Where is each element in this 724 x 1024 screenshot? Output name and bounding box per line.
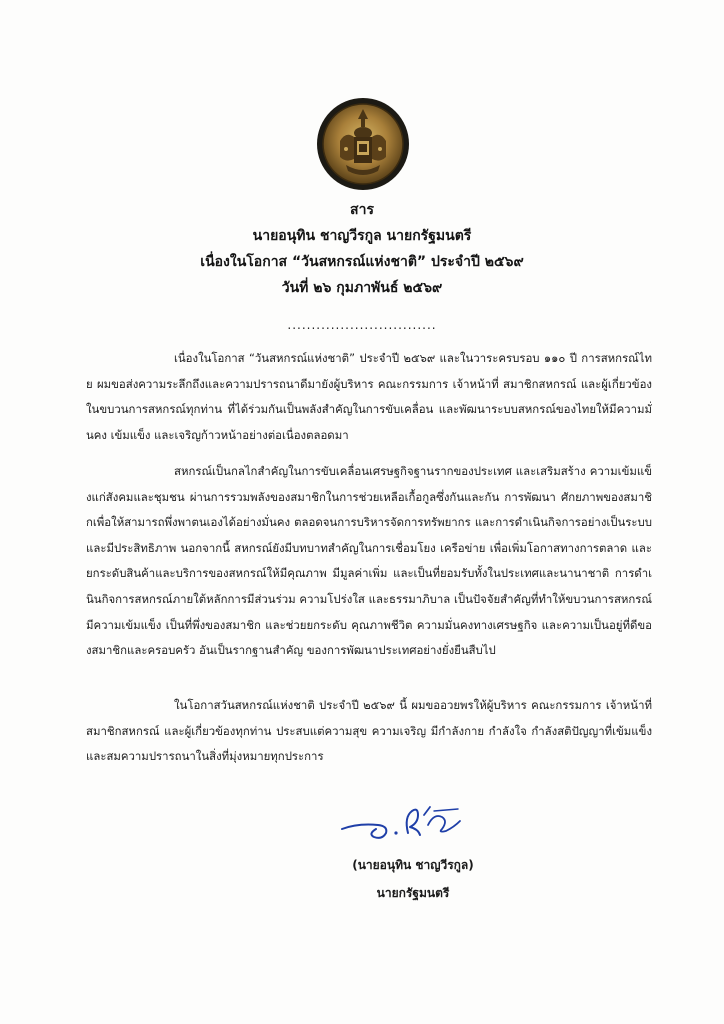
divider: ............................... — [287, 318, 437, 332]
paragraph-2: สหกรณ์เป็นกลไกสำคัญในการขับเคลื่อนเศรษฐกิจฐานรากของประเทศ และเสริมสร้าง ความเข้มแข็งแก่สังคมและชุมชน ผ่านการรวมพลังของสมาชิกในการช่วยเหลือเกื้อกูลซึ่งกันและกัน การพัฒนา ศักยภาพของสมาชิกเพื่อให้สามารถพึ่งพาตนเองได้อย่างมั่นคง ตลอดจนการบริหารจัดการทรัพยากร และการดำเนินกิจการอย่างเป็นระบบและมีประสิทธิภาพ นอกจากนี้ สหกรณ์ยังมีบทบาทสำคัญในการเชื่อมโยง เครือข่าย เพื่อเพิ่มโอกาสทางการตลาด และยกระดับสินค้าและบริการของสหกรณ์ให้มีคุณภาพ มีมูลค่าเพิ่ม และเป็นที่ยอมรับทั้งในประเทศและนานาชาติ การดำเนินกิจการสหกรณ์ภายใต้หลักการมีส่วนร่วม ความโปร่งใส และธรรมาภิบาล เป็นปัจจัยสำคัญที่ทำให้ขบวนการสหกรณ์มีความเข้มแข็ง เป็นที่พึ่งของสมาชิก และช่วยยกระดับ คุณภาพชีวิต ความมั่นคงทางเศรษฐกิจ และความเป็นอยู่ที่ดีของสมาชิกและครอบครัว อันเป็นรากฐานสำคัญ ของการพัฒนาประเทศอย่างยั่งยืนสืบไป — [86, 464, 652, 658]
handwritten-signature — [338, 803, 488, 849]
occasion-line: เนื่องในโอกาส “วันสหกรณ์แห่งชาติ” ประจำปี ๒๕๖๙ — [200, 254, 524, 270]
paragraph-3: ในโอกาสวันสหกรณ์แห่งชาติ ประจำปี ๒๕๖๙ นี้ ผมขออวยพรให้ผู้บริหาร คณะกรรมการ เจ้าหน้าที่ สมาชิกสหกรณ์ และผู้เกี่ยวข้องทุกท่าน ประสบแต่ความสุข ความเจริญ มีกำลังกาย กำลังใจ กำลังสติปัญญาที่เข้มแข็ง และสมความปรารถนาในสิ่งที่มุ่งหมายทุกประการ — [86, 698, 652, 764]
date-line: วันที่ ๒๖ กุมภาพันธ์ ๒๕๖๙ — [281, 280, 443, 296]
royal-seal-icon — [316, 97, 410, 191]
paragraph-1: เนื่องในโอกาส “วันสหกรณ์แห่งชาติ” ประจำปี ๒๕๖๙ และในวาระครบรอบ ๑๑๐ ปี การสหกรณ์ไทย ผมขอส่งความระลึกถึงและความปรารถนาดีมายังผู้บริหาร คณะกรรมการ เจ้าหน้าที่ สมาชิกสหกรณ์ และผู้เกี่ยวข้องในขบวนการสหกรณ์ทุกท่าน ที่ได้ร่วมกันเป็นพลังสำคัญในการขับเคลื่อน และพัฒนาระบบสหกรณ์ของไทยให้มีความมั่นคง เข้มแข็ง และเจริญก้าวหน้าอย่างต่อเนื่องตลอดมา — [86, 351, 652, 442]
message-title: สาร — [350, 202, 374, 218]
signatory-name: (นายอนุทิน ชาญวีรกูล) — [352, 858, 474, 872]
signatory-position: นายกรัฐมนตรี — [376, 886, 450, 900]
author-line: นายอนุทิน ชาญวีรกูล นายกรัฐมนตรี — [252, 228, 472, 244]
